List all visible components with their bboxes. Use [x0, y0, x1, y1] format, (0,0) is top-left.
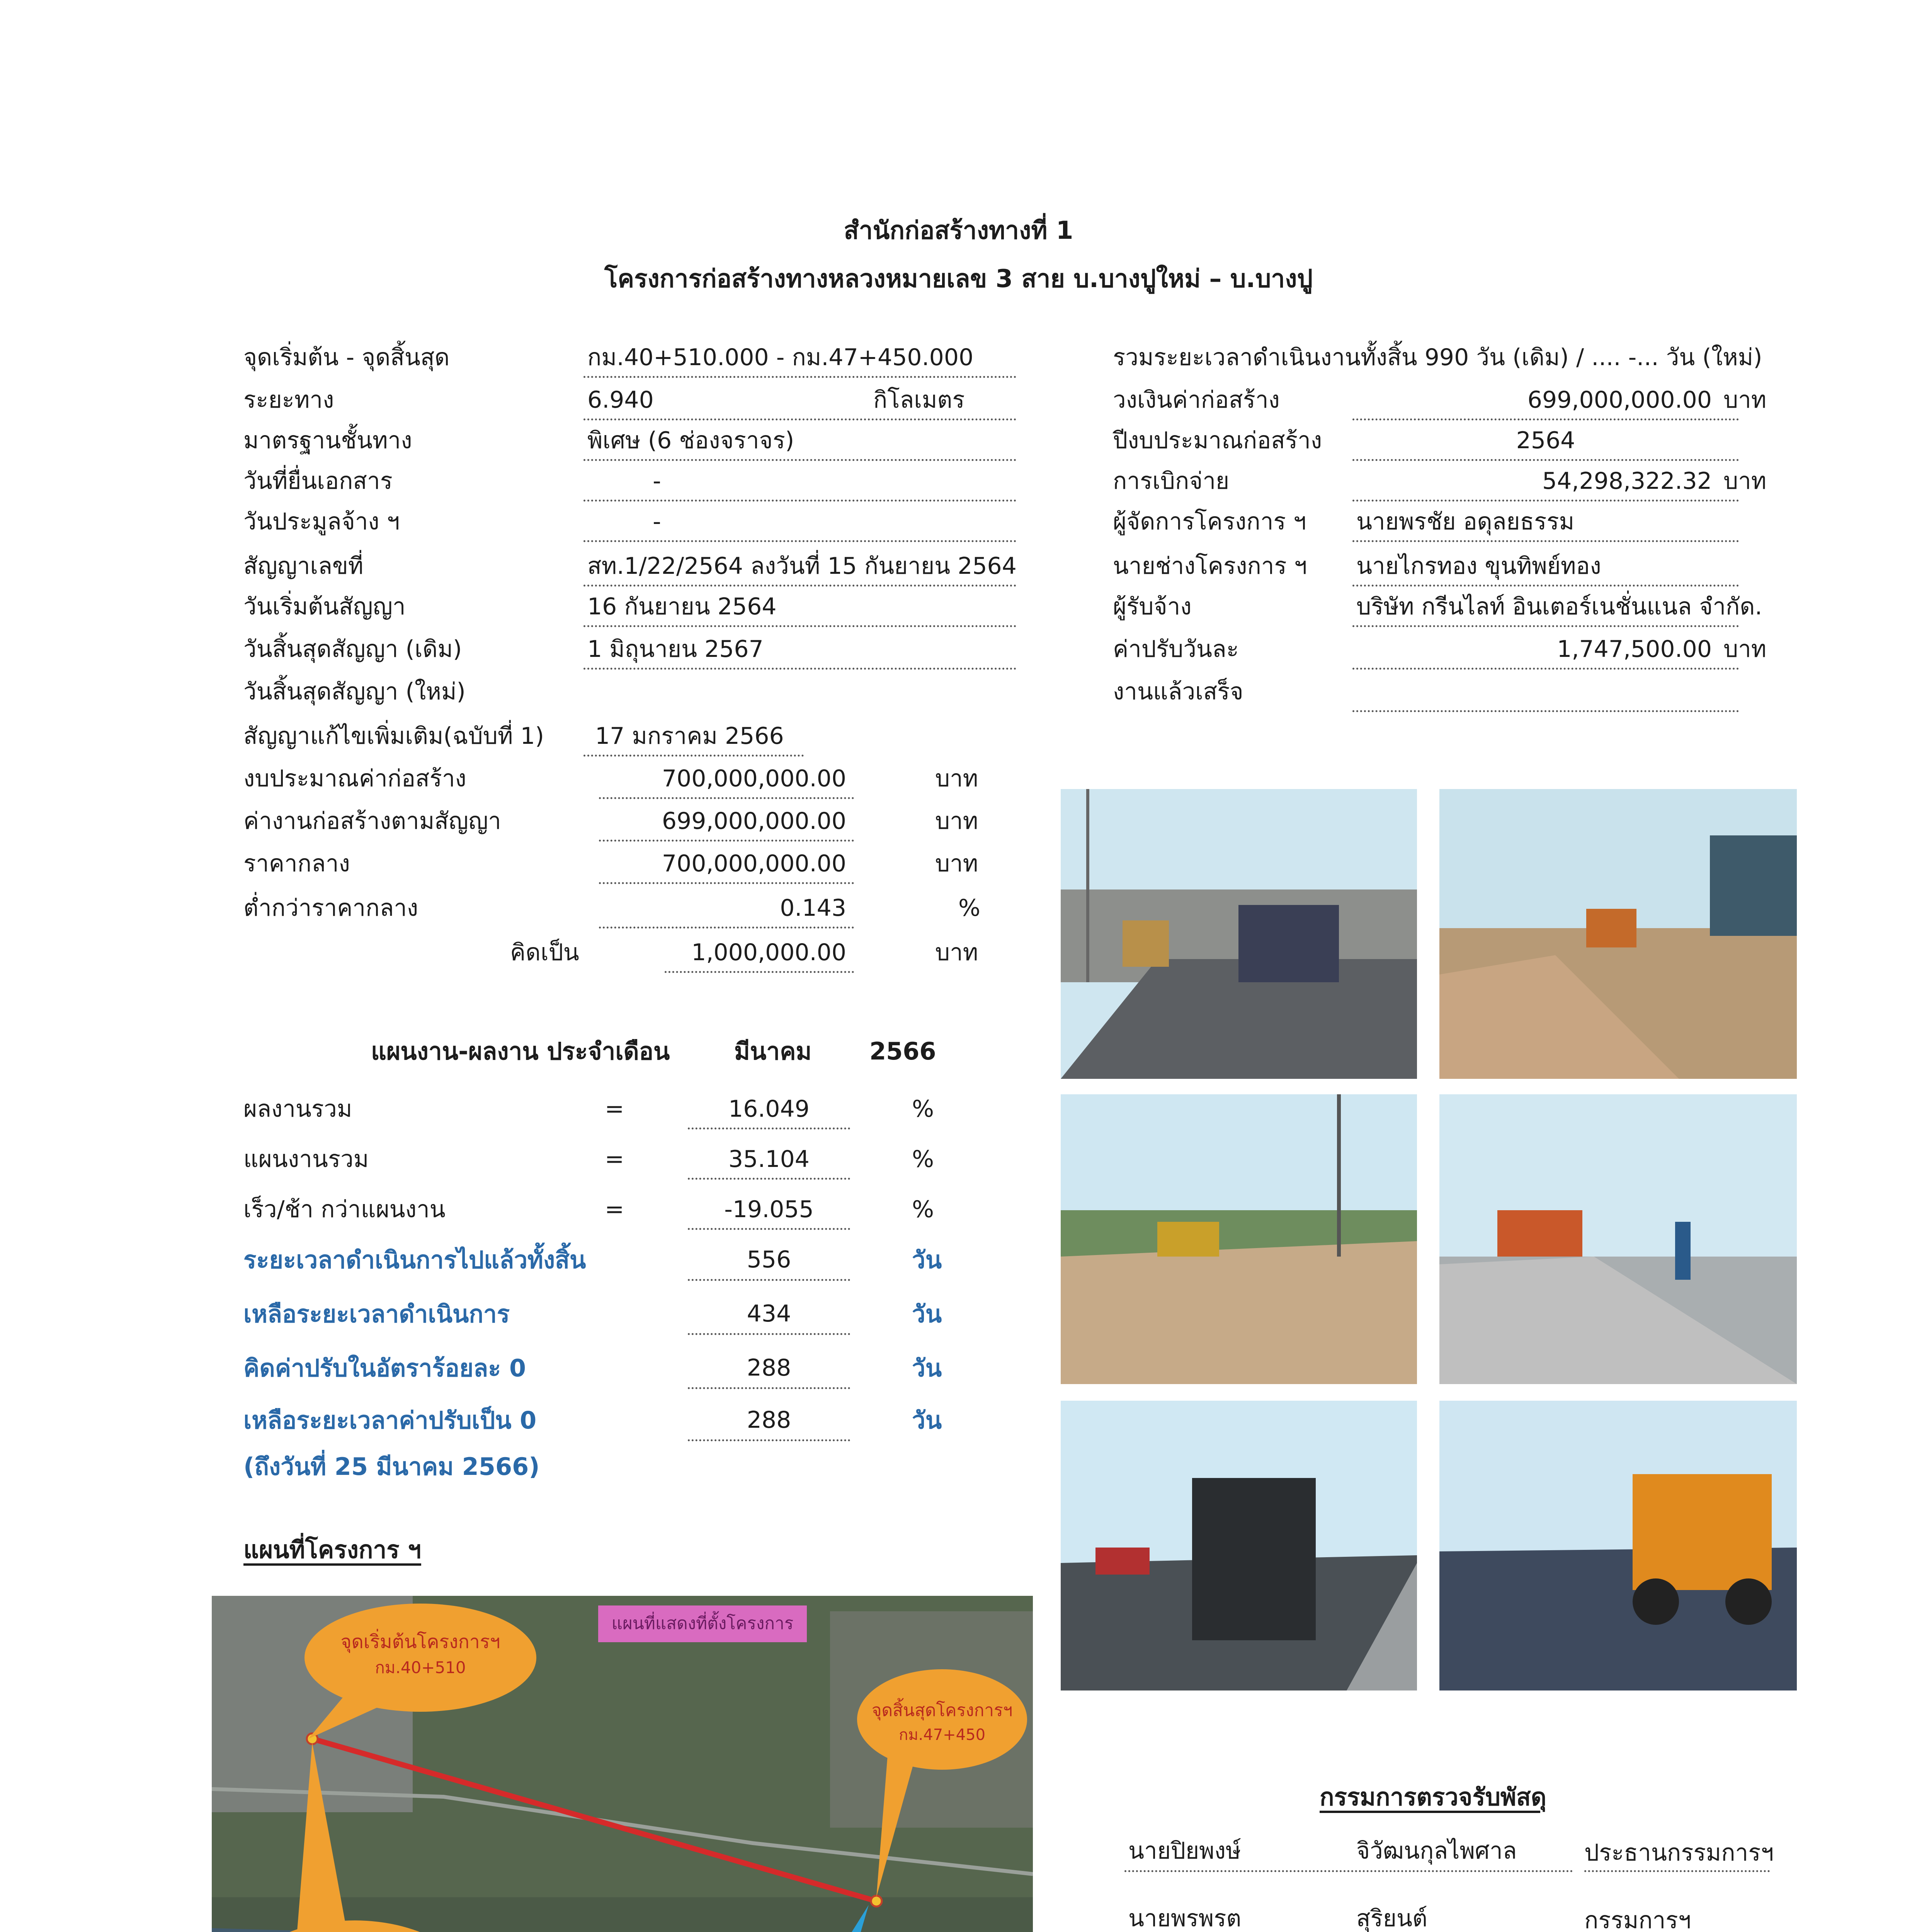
left-info-value: 6.940	[587, 386, 654, 413]
time-row-label: ระยะเวลาดำเนินการไปแล้วทั้งสิ้น	[243, 1246, 586, 1274]
left-info-dots	[583, 459, 1016, 461]
right-info-label: งานแล้วเสร็จ	[1113, 678, 1243, 705]
budget-label: ค่างานก่อสร้างตามสัญญา	[243, 808, 501, 835]
budget-dots	[599, 797, 854, 799]
right-info-label: การเบิกจ่าย	[1113, 468, 1230, 495]
project-map	[212, 1596, 1033, 1932]
right-info-value: บริษัท กรีนไลท์ อินเตอร์เนชั่นแนล จำกัด.	[1356, 593, 1762, 620]
time-row-dots	[688, 1439, 850, 1441]
time-row-unit: วัน	[912, 1354, 942, 1382]
left-info-dots	[583, 625, 1016, 627]
right-info-dots	[1352, 710, 1739, 712]
plan-row-label: เร็ว/ช้า กว่าแผนงาน	[243, 1196, 446, 1223]
left-info-label: วันประมูลจ้าง ฯ	[243, 508, 400, 535]
right-info-value: นายพรชัย อดุลยธรรม	[1356, 508, 1575, 535]
right-info-unit: บาท	[1723, 468, 1767, 495]
budget-label: ราคากลาง	[243, 850, 350, 877]
right-info-unit: บาท	[1723, 386, 1767, 413]
plan-row-eq: =	[605, 1196, 624, 1223]
left-info-dots	[583, 540, 1016, 542]
left-info-unit: กิโลเมตร	[873, 386, 965, 413]
left-info-value: สท.1/22/2564 ลงวันที่ 15 กันยายน 2564	[587, 553, 1017, 580]
committee-title: กรรมการตรวจรับพัสดุ	[1320, 1783, 1547, 1811]
right-info-label: รวมระยะเวลาดำเนินงานทั้งสิ้น 990 วัน (เดิม) / .... -... วัน (ใหม่)	[1113, 344, 1762, 371]
left-info-value: 1 มิถุนายน 2567	[587, 636, 764, 663]
left-info-label: สัญญาเลขที่	[243, 553, 364, 580]
budget-dots	[599, 840, 854, 842]
site-photo-3	[1061, 1094, 1417, 1384]
plan-row-dots	[688, 1178, 850, 1180]
left-info-dots	[583, 585, 1016, 587]
budget-value: 700,000,000.00	[662, 850, 846, 877]
budget-unit: บาท	[935, 850, 978, 877]
left-info-value: 16 กันยายน 2564	[587, 593, 777, 620]
right-info-dots	[1352, 625, 1739, 627]
right-info-label: วงเงินค่าก่อสร้าง	[1113, 386, 1280, 413]
budget-unit: บาท	[935, 765, 978, 792]
right-info-dots	[1352, 459, 1739, 461]
plan-year: 2566	[869, 1037, 936, 1065]
right-info-dots	[1352, 540, 1739, 542]
left-info-label: วันสิ้นสุดสัญญา (เดิม)	[243, 636, 462, 663]
budget-label: ต่ำกว่าราคากลาง	[243, 895, 418, 922]
right-info-dots	[1352, 668, 1739, 670]
project-title: โครงการก่อสร้างทางหลวงหมายเลข 3 สาย บ.บางปูใหม่ – บ.บางปู	[604, 265, 1313, 293]
right-info-value: 54,298,322.32	[1542, 468, 1712, 495]
left-info-label: วันสิ้นสุดสัญญา (ใหม่)	[243, 678, 466, 705]
right-info-label: นายช่างโครงการ ฯ	[1113, 553, 1307, 580]
left-info-label: สัญญาแก้ไขเพิ่มเติม(ฉบับที่ 1)	[243, 723, 544, 750]
site-photo-1	[1061, 789, 1417, 1079]
time-row-value: 434	[747, 1300, 791, 1327]
time-row-value: 288	[747, 1406, 791, 1434]
committee-role: กรรมการฯ	[1584, 1907, 1691, 1932]
map-end-km: กม.47+450	[898, 1726, 986, 1744]
right-info-value: 699,000,000.00	[1527, 386, 1712, 413]
budget-value: 699,000,000.00	[662, 808, 846, 835]
left-info-label: มาตรฐานชั้นทาง	[243, 427, 412, 454]
time-row-value: 556	[747, 1246, 791, 1273]
plan-row-eq: =	[605, 1095, 624, 1122]
left-info-value: พิเศษ (6 ช่องจราจร)	[587, 427, 794, 454]
right-info-value: นายไกรทอง ขุนทิพย์ทอง	[1356, 553, 1601, 580]
as-of-date: (ถึงวันที่ 25 มีนาคม 2566)	[243, 1452, 540, 1481]
budget-value: 0.143	[780, 895, 846, 922]
time-row-unit: วัน	[912, 1406, 942, 1434]
left-info-value: -	[653, 508, 661, 535]
budget-value: 700,000,000.00	[662, 765, 846, 792]
plan-row-eq: =	[605, 1146, 624, 1173]
plan-row-value: 35.104	[728, 1146, 810, 1173]
plan-row-unit: %	[912, 1146, 934, 1173]
budget-dots	[599, 927, 854, 929]
left-info-dots	[583, 500, 1016, 502]
map-banner: แผนที่แสดงที่ตั้งโครงการ	[611, 1614, 794, 1633]
site-photo-6	[1439, 1401, 1797, 1690]
time-row-label: คิดค่าปรับในอัตราร้อยละ 0	[243, 1354, 526, 1382]
budget-unit: บาท	[935, 939, 978, 966]
map-start-label: จุดเริ่มต้นโครงการฯ	[340, 1631, 500, 1653]
budget-dots	[599, 882, 854, 884]
right-info-unit: บาท	[1723, 636, 1767, 663]
right-info-label: ผู้จัดการโครงการ ฯ	[1113, 508, 1306, 535]
site-photo-5	[1061, 1401, 1417, 1690]
left-info-value: 17 มกราคม 2566	[595, 723, 784, 750]
budget-label: งบประมาณค่าก่อสร้าง	[243, 765, 466, 792]
right-info-label: ปีงบประมาณก่อสร้าง	[1113, 427, 1322, 454]
left-info-dots	[583, 755, 804, 757]
plan-row-dots	[688, 1128, 850, 1129]
time-row-label: เหลือระยะเวลาค่าปรับเป็น 0	[243, 1406, 537, 1434]
budget-value: 1,000,000.00	[691, 939, 846, 966]
left-info-label: วันที่ยื่นเอกสาร	[243, 468, 393, 495]
time-row-value: 288	[747, 1354, 791, 1381]
budget-unit: %	[958, 895, 981, 922]
left-info-dots	[583, 668, 1016, 670]
time-row-unit: วัน	[912, 1300, 942, 1328]
budget-dots	[665, 971, 854, 973]
plan-row-value: -19.055	[724, 1196, 814, 1223]
map-end-label: จุดสิ้นสุดโครงการฯ	[871, 1701, 1013, 1720]
map-title: แผนที่โครงการ ฯ	[243, 1536, 421, 1564]
committee-last: จิวัฒนกุลไพศาล	[1356, 1837, 1517, 1864]
right-info-label: ค่าปรับวันละ	[1113, 636, 1239, 663]
plan-row-unit: %	[912, 1095, 934, 1122]
right-info-dots	[1352, 500, 1739, 502]
site-photo-2	[1439, 789, 1797, 1079]
plan-row-dots	[688, 1228, 850, 1230]
time-row-dots	[688, 1279, 850, 1281]
committee-role-dots	[1584, 1870, 1770, 1872]
committee-last: สุริยนต์	[1356, 1905, 1427, 1932]
left-info-dots	[583, 418, 1016, 420]
plan-row-value: 16.049	[728, 1095, 810, 1122]
committee-first: นายพรพรต	[1128, 1905, 1242, 1932]
plan-row-unit: %	[912, 1196, 934, 1223]
budget-unit: บาท	[935, 808, 978, 835]
left-info-label: ระยะทาง	[243, 386, 334, 413]
committee-dots	[1124, 1870, 1573, 1872]
plan-title: แผนงาน-ผลงาน ประจำเดือน	[371, 1037, 670, 1065]
committee-role: ประธานกรรมการฯ	[1584, 1839, 1774, 1866]
plan-row-label: แผนงานรวม	[243, 1146, 369, 1173]
right-info-value: 2564	[1516, 427, 1575, 454]
site-photo-4	[1439, 1094, 1797, 1384]
left-info-value: กม.40+510.000 - กม.47+450.000	[587, 344, 974, 371]
plan-row-label: ผลงานรวม	[243, 1095, 352, 1122]
office-title: สำนักก่อสร้างทางที่ 1	[844, 216, 1073, 245]
budget-label: คิดเป็น	[510, 939, 579, 966]
left-info-value: -	[653, 468, 661, 495]
left-info-label: วันเริ่มต้นสัญญา	[243, 593, 406, 620]
plan-month: มีนาคม	[734, 1037, 812, 1065]
committee-first: นายปิยพงษ์	[1128, 1837, 1241, 1864]
time-row-dots	[688, 1387, 850, 1389]
right-info-value: 1,747,500.00	[1557, 636, 1712, 663]
left-info-label: จุดเริ่มต้น - จุดสิ้นสุด	[243, 344, 450, 371]
map-start-km: กม.40+510	[375, 1658, 466, 1677]
time-row-dots	[688, 1333, 850, 1335]
time-row-unit: วัน	[912, 1246, 942, 1274]
right-info-dots	[1352, 418, 1739, 420]
right-info-label: ผู้รับจ้าง	[1113, 593, 1192, 620]
time-row-label: เหลือระยะเวลาดำเนินการ	[243, 1300, 510, 1328]
right-info-dots	[1352, 585, 1739, 587]
left-info-dots	[583, 376, 1016, 378]
